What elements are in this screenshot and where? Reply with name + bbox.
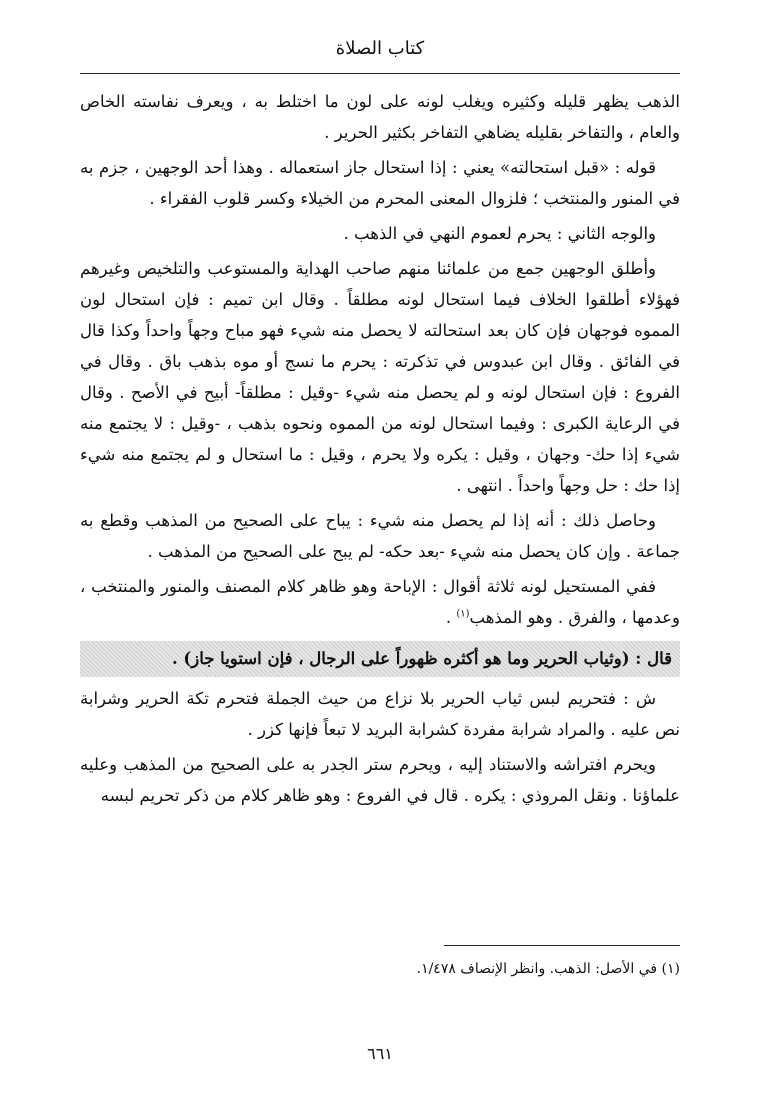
paragraph-8: ويحرم افتراشه والاستناد إليه ، ويحرم ستر الجدر به على الصحيح من المذهب وعليه علماؤنا . ونقل المروذي : يكره . قال في الفروع : وهو ظاهر كلام من ذكر تحريم لبسه xyxy=(80,755,680,805)
footnote-ref: (١) xyxy=(456,608,470,620)
page-body xyxy=(80,86,680,815)
paragraph-4: وأطلق الوجهين جمع من علمائنا منهم صاحب الهداية والمستوعب والتلخيص وغيرهم فهؤلاء أطلقوا الخلاف فيما استحال لونه مطلقاً . وقال ابن تميم : فإن استحال لون المموه فوجهان فإن كان بعد استحالته لا يحصل منه شيء فهو مباح وجهاً واحداً وكذا قال في الفائق . وقال ابن عبدوس في تذكرته : يحرم ما نسج أو موه بذهب باق . وقال في الفروع : فإن استحال لونه و لم يحصل منه شيء -وقيل : مطلقاً- أبيح في الأصح . وقال في الرعاية الكبرى : وفيما استحال لونه من المموه ونحوه بذهب ، -وقيل : لا يجتمع منه شيء إذا حك- وجهان ، وقيل : يكره ولا يحرم ، وقيل : ما استحال و لم يجتمع منه شيء إذا حك : حل وجهاً واحداً . انتهى . xyxy=(80,259,680,495)
paragraph-6-text: ففي المستحيل لونه ثلاثة أقوال : الإباحة وهو ظاهر كلام المصنف والمنور والمنتخب ، وعدمها ، والفرق . وهو المذهب xyxy=(80,577,680,627)
page-number: ٦٦١ xyxy=(367,1044,393,1063)
paragraph-2: قوله : «قبل استحالته» يعني : إذا استحال جاز استعماله . وهذا أحد الوجهين ، جزم به في المنور والمنتخب ؛ فلزوال المعنى المحرم من الخيلاء وكسر قلوب الفقراء . xyxy=(80,158,680,208)
paragraph-5: وحاصل ذلك : أنه إذا لم يحصل منه شيء : يباح على الصحيح من المذهب وقطع به جماعة . وإن كان يحصل منه شيء -بعد حكه- لم يبح على الصحيح من المذهب . xyxy=(80,511,680,561)
paragraph-6 xyxy=(80,571,680,633)
footnote-text: (١) في الأصل: الذهب. وانظر الإنصاف ١/٤٧٨. xyxy=(416,961,680,977)
paragraph-7: ش : فتحريم لبس ثياب الحرير بلا نزاع من حيث الجملة فتحرم تكة الحرير وشرابة نص عليه . والمراد شرابة مفردة كشرابة البريد لا تبعاً فإنها كزر . xyxy=(80,689,680,739)
paragraph-6-end: . xyxy=(445,608,457,627)
highlighted-matn-quote: قال : (وثياب الحرير وما هو أكثره ظهوراً على الرجال ، فإن استويا جاز) . xyxy=(80,641,680,677)
paragraph-3: والوجه الثاني : يحرم لعموم النهي في الذهب . xyxy=(343,224,656,243)
page-header-title: كتاب الصلاة xyxy=(335,38,425,59)
header-divider xyxy=(80,73,680,74)
paragraph-1: الذهب يظهر قليله وكثيره ويغلب لونه على لون ما اختلط به ، ويعرف نفاسته الخاص والعام ، والتفاخر بقليله يضاهي التفاخر بكثير الحرير . xyxy=(80,92,680,142)
footnote-divider xyxy=(444,945,680,946)
